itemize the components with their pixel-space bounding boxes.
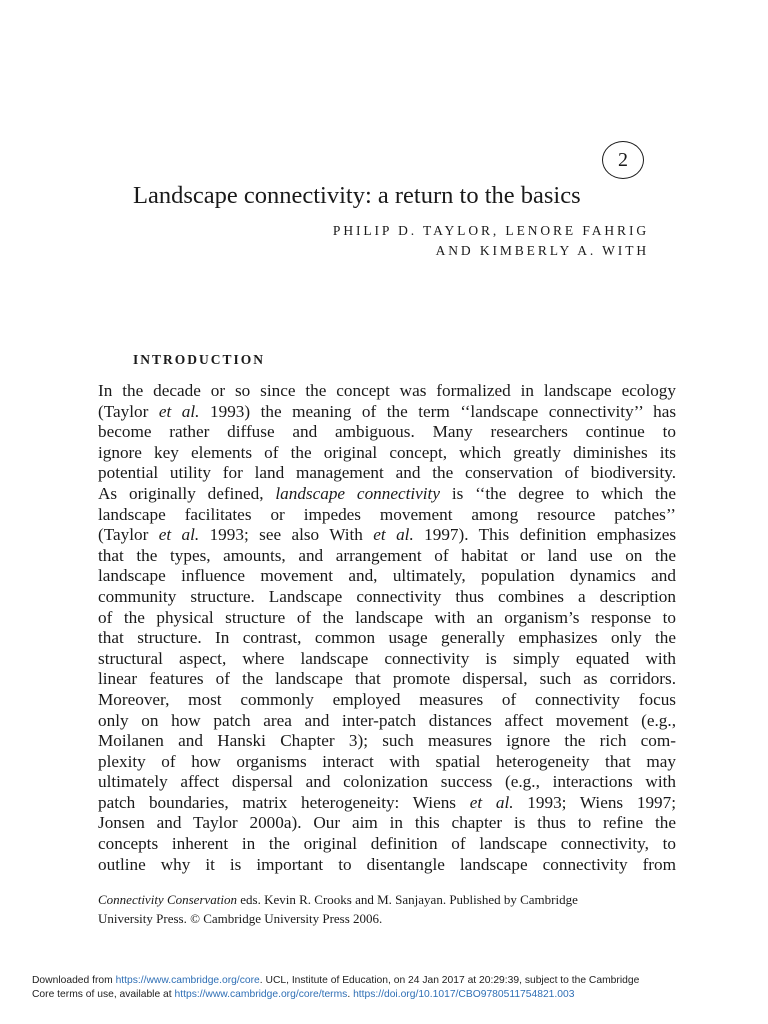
body-line xyxy=(98,402,676,423)
body-text-run: that the types, amounts, and arrangement of habitat or land use on the xyxy=(98,545,676,565)
body-line xyxy=(98,443,676,464)
body-text-run: landscape influence movement and, ultimately, population dynamics and xyxy=(98,566,676,586)
body-text-run: patch boundaries, matrix heterogeneity: Wiens xyxy=(98,792,470,812)
body-text-run: structural aspect, where landscape connectivity is simply equated with xyxy=(98,648,676,668)
italic-term: et al. xyxy=(158,525,200,545)
download-prefix: Downloaded from xyxy=(32,975,116,986)
chapter-authors xyxy=(333,221,649,261)
body-line xyxy=(98,731,676,752)
body-text-run: ultimately affect dispersal and colonization success (e.g., interactions with xyxy=(98,772,676,792)
italic-term: et al. xyxy=(469,792,514,812)
authors-line-2: AND KIMBERLY A. WITH xyxy=(435,243,649,258)
body-text-run: Moilanen and Hanski Chapter 3); such measures ignore the rich com- xyxy=(98,731,676,751)
body-line xyxy=(98,711,676,732)
body-text-run: ignore key elements of the original concept, which greatly diminishes its xyxy=(98,442,676,462)
body-line xyxy=(98,793,676,814)
body-line xyxy=(98,669,676,690)
body-text-run: linear features of the landscape that promote dispersal, such as corridors. xyxy=(98,669,676,689)
body-text-run: 1997). This definition emphasizes xyxy=(413,525,677,545)
body-text-run: Moreover, most commonly employed measures of connectivity focus xyxy=(98,689,676,709)
body-line xyxy=(98,772,676,793)
body-line xyxy=(98,690,676,711)
body-text-run: only on how patch area and inter-patch distances affect movement (e.g., xyxy=(98,710,676,730)
body-line xyxy=(98,422,676,443)
footnote-book-title: Connectivity Conservation xyxy=(98,892,238,907)
body-line xyxy=(98,566,676,587)
doi-link[interactable]: https://doi.org/10.1017/CBO9780511754821.003 xyxy=(353,989,575,1000)
body-line xyxy=(98,834,676,855)
body-text-run: become rather diffuse and ambiguous. Many researchers continue to xyxy=(98,422,676,442)
body-text-run: potential utility for land management and the conservation of biodiversity. xyxy=(98,463,676,483)
body-text-run: (Taylor xyxy=(98,525,159,545)
chapter-number-badge: 2 xyxy=(602,141,644,179)
body-line xyxy=(98,628,676,649)
chapter-title: Landscape connectivity: a return to the basics xyxy=(133,182,581,209)
copyright-footnote xyxy=(98,890,678,928)
body-text-run: 1993) the meaning of the term ‘‘landscape connectivity’’ has xyxy=(199,401,677,421)
download-notice-line-1 xyxy=(32,974,752,988)
body-text-run: concepts inherent in the original definition of landscape connectivity, to xyxy=(98,834,676,854)
body-text-run: As originally defined, xyxy=(98,483,276,503)
body-text-run: 1993; Wiens 1997; xyxy=(513,792,677,812)
download-notice-line-2 xyxy=(32,988,752,1002)
body-text-run: plexity of how organisms interact with spatial heterogeneity that may xyxy=(98,751,676,771)
body-text-run: Jonsen and Taylor 2000a). Our aim in this chapter is thus to refine the xyxy=(98,813,676,833)
body-line xyxy=(98,813,676,834)
cambridge-core-link[interactable]: https://www.cambridge.org/core xyxy=(115,975,260,986)
body-text-run: is ‘‘the degree to which the xyxy=(439,483,676,503)
footnote-line-2: University Press. © Cambridge University Press 2006. xyxy=(98,911,383,926)
body-text-run: of the physical structure of the landscape with an organism’s response to xyxy=(98,607,676,627)
body-paragraph xyxy=(98,381,676,875)
terms-prefix: Core terms of use, available at xyxy=(32,989,175,1000)
footnote-line-1 xyxy=(98,890,678,909)
body-line xyxy=(98,608,676,629)
body-text-run: that structure. In contrast, common usage generally emphasizes only the xyxy=(98,628,676,648)
italic-term: et al. xyxy=(373,525,414,545)
body-line xyxy=(98,525,676,546)
body-line xyxy=(98,546,676,567)
body-line xyxy=(98,752,676,773)
authors-line-1: PHILIP D. TAYLOR, LENORE FAHRIG xyxy=(332,223,649,238)
terms-separator: . xyxy=(347,989,354,1000)
download-notice xyxy=(32,974,752,1002)
core-terms-link[interactable]: https://www.cambridge.org/core/terms xyxy=(174,989,348,1000)
body-line xyxy=(98,855,676,876)
italic-term: et al. xyxy=(158,401,200,421)
italic-term: landscape connectivity xyxy=(275,483,440,503)
body-line xyxy=(98,381,676,402)
body-line xyxy=(98,463,676,484)
body-text-run: outline why it is important to disentangle landscape connectivity from xyxy=(98,854,676,874)
section-heading-introduction: INTRODUCTION xyxy=(133,352,266,367)
body-line xyxy=(98,484,676,505)
body-text-run: 1993; see also With xyxy=(199,525,374,545)
body-line xyxy=(98,649,676,670)
body-text-run: landscape facilitates or impedes movement among resource patches’’ xyxy=(98,504,676,524)
body-text-run: (Taylor xyxy=(98,401,159,421)
body-line xyxy=(98,587,676,608)
footnote-line-1-text: eds. Kevin R. Crooks and M. Sanjayan. Published by Cambridge xyxy=(237,892,578,907)
body-text-run: In the decade or so since the concept was formalized in landscape ecology xyxy=(98,381,676,400)
body-text-run: community structure. Landscape connectivity thus combines a description xyxy=(98,586,676,606)
body-line xyxy=(98,505,676,526)
download-middle-text: . UCL, Institute of Education, on 24 Jan 2017 at 20:29:39, subject to the Cambridge xyxy=(259,975,640,986)
